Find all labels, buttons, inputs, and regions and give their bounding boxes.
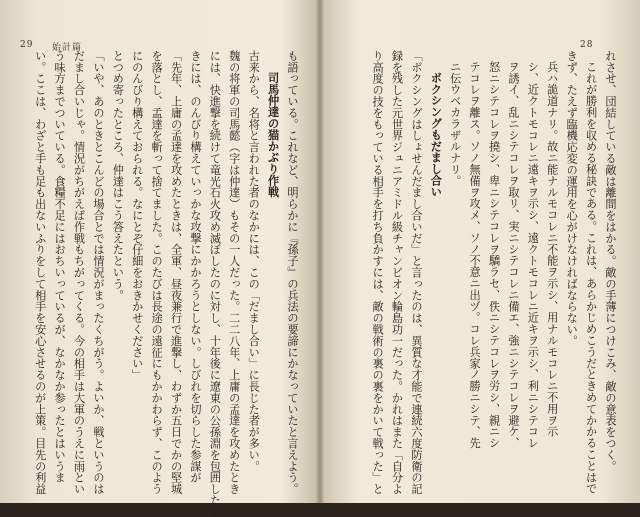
text-line: れさせ、団結している敵は離間をはかる。敵の手薄につけこみ、敵の意表をつく。 (604, 50, 617, 472)
page-number: 29 (20, 40, 34, 50)
text-line: 「先年、上庸の孟達を攻めたときは、全軍、昼夜兼行で進撃し、わずか五日でかの堅城 (169, 50, 183, 495)
text-line: り高度の技をもっている相手を打ち負かすには、敵の戦術の裏の裏をかいて戦った」と (371, 50, 385, 495)
left-page (0, 0, 318, 517)
text-line: 録を残した元世界ジュニアミドル級チャンピオン輪島功一だった。かれはまた「自分よ (390, 50, 404, 495)
text-line: これが勝利を収める秘訣である。これは、あらかじめこうだときめてかかることはで (584, 61, 598, 495)
classical-quote-line: 怒ニシテコレヲ撓シ、卑ニシテコレヲ驕ラセ、佚ニシテコレヲ労シ、親ニシ (487, 61, 501, 449)
classical-quote-line: シ、近クトモコレニ遠キヲ示シ、遠クトモコレニ近キヲ示シ、利ニシテコレ (526, 61, 540, 449)
classical-quote-line: ニ伝ウベカラザルナリ。 (448, 61, 462, 187)
text-line: 「ボクシングはしょせんだまし合いだ」と言ったのは、異質な才能で連続六度防衛の記 (409, 50, 423, 495)
text-line: も語っている。これなど、明らかに『孫子』の兵法の要諦にかなっていたと言えよう。 (286, 50, 299, 495)
text-line: 「いや、あのときとこんどの場合とでは情況がまったくちがう。よいか、戦というのは (91, 50, 105, 495)
text-line: にのんびり構えておられる。なにとぞ仔細をおきかせください」 (130, 50, 144, 381)
page-number: 28 (580, 40, 594, 50)
text-line: を落とし、孟達を斬って捨てました。このたびは長途の遠征にもかかわらず、このよう (150, 50, 164, 495)
running-head: 始計篇 (52, 43, 83, 53)
text-line: きには、のんびり構えていっかな攻撃にかかろうとしない。しびれを切らした参謀が (188, 50, 202, 484)
text-line: とつめ寄ったところ、仲達はこう答えたという。 (111, 50, 125, 301)
classical-quote-line: ヲ誘イ、乱ニシテコレヲ取リ、実ニシテコレニ備エ、強ニシテコレヲ避ケ、 (506, 61, 520, 449)
section-heading: 司馬仲達の猫かぶり作戦 (266, 72, 281, 198)
section-heading: ボクシングもだまし合い (429, 72, 444, 198)
left-page-body (16, 50, 302, 517)
text-line: だまし合いじゃ。情況がちがえば作戦もちがってくる。今の相手は大軍のうえに雨とい (72, 50, 86, 495)
right-page-body (362, 50, 620, 495)
text-line: きず、たえず臨機応変の運用を心がけなければならない。 (565, 50, 579, 347)
classical-quote-line: 兵ハ詭道ナリ。故ニ能ナルモコレニ不能ヲ示シ、用ナルモコレニ不用ヲ示 (545, 61, 559, 438)
text-line: には、快進撃を続けて竜光石火攻め滅ぼしたのに対し、十年後に遼東の公孫淵を包囲したと (208, 50, 222, 517)
right-page (322, 0, 640, 503)
text-line: い。ここは、わざと手も足も出ないふりをして相手を安心させるのが上策。目先の利益 (33, 50, 47, 495)
text-line: 魏の将軍の司馬懿（字は仲達）もその一人だった。二二八年、上庸の孟達を攻めたとき (227, 50, 241, 495)
text-line: う味方までついている。食糧不足にはおちいっているが、なかなか参ったとはいうま (53, 50, 67, 484)
text-line: 古来から、名将と言われた者のなかには、この「だまし合い」に長じた者が多い。 (247, 50, 261, 472)
classical-quote-line: テコレヲ離ス。ソノ無備ヲ攻メ、ソノ不意ニ出ヅ。コレ兵家ノ勝ニシテ、先 (468, 61, 482, 449)
